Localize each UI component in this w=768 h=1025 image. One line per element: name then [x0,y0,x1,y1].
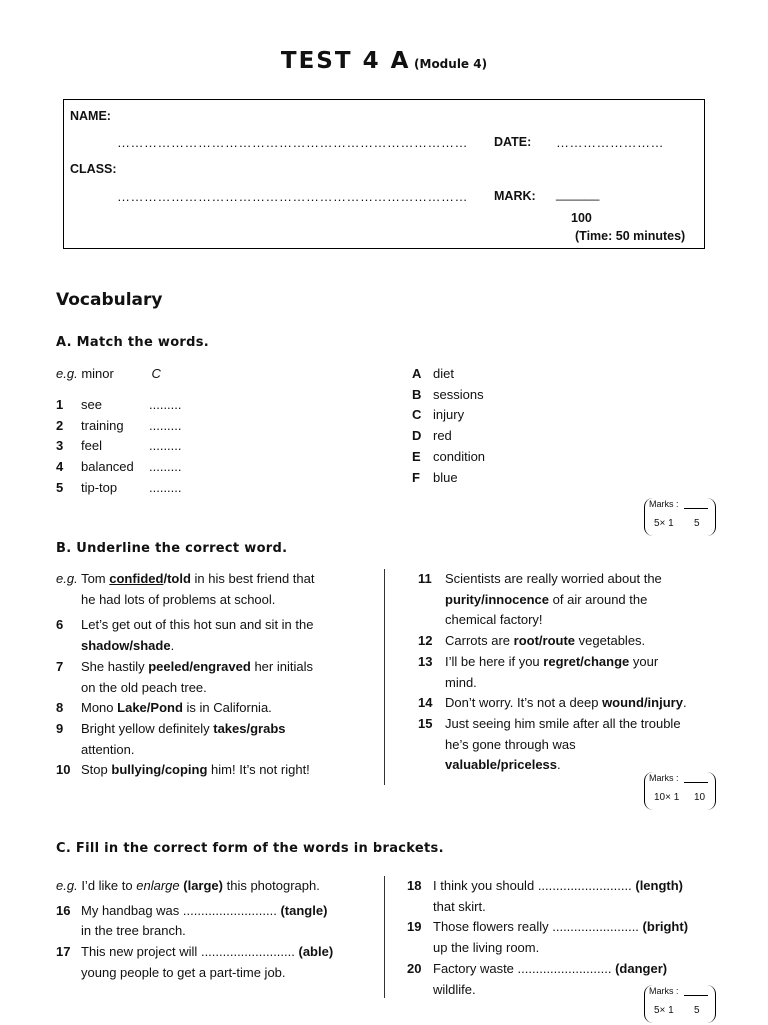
match-item [56,457,182,478]
vocabulary-heading: Vocabulary [56,290,163,310]
section-b-marks [644,772,716,812]
question-number: 9 [56,720,64,736]
section-b-title: B. Underline the correct word. [56,541,288,556]
option-text: condition [433,448,486,464]
answer-blank[interactable]: ......... [149,459,182,475]
question-text: Scientists are really worried about the [445,571,662,586]
question-text: My handbag was [81,902,180,918]
question-text: attention. [81,741,135,757]
question-text: up the living room. [433,940,540,956]
date-field[interactable]: …………………… [556,135,664,150]
base-word: (tangle) [280,902,328,918]
question-number: 17 [56,944,71,960]
question-text: in the tree branch. [81,923,186,939]
question-text: Bright yellow definitely [81,720,210,736]
section-b-left [56,569,376,781]
example-text: I’d like to [81,878,133,893]
question-text: chemical factory! [445,612,543,628]
option-letter: A [412,366,422,381]
question-number: 11 [418,571,432,586]
word-choice[interactable]: bullying/coping [111,762,208,778]
mark-field[interactable]: ______ [556,186,600,201]
option-letter: D [412,428,422,444]
question-number: 16 [56,902,71,918]
match-word: tip-top [81,479,118,495]
question-number: 4 [56,459,64,475]
question-text: him! It’s not right! [211,762,310,778]
word-choice[interactable]: peeled/engraved [148,658,251,674]
test-subtitle: (Module 4) [414,57,488,71]
section-a-options [412,364,485,488]
question-number: 15 [418,715,433,731]
word-choice[interactable]: root/route [513,633,576,649]
match-word: training [81,417,124,433]
page-title [0,48,768,74]
section-a-title: A. Match the words. [56,335,210,350]
section-c-title: C. Fill in the correct form of the words in brackets. [56,841,444,856]
question-text: This new project will [81,944,198,960]
question-text: Carrots are [445,633,511,649]
marks-mult: 5× 1 [654,1005,674,1016]
option-text: red [433,428,452,444]
answer-blank[interactable]: ......... [149,417,182,433]
answer-blank[interactable]: .......................... [537,878,632,893]
match-item [56,395,182,416]
marks-mult: 5× 1 [654,518,674,529]
option-letter: E [412,448,421,464]
question-number: 7 [56,658,64,674]
punctuation: . [682,695,687,711]
question-text: Those flowers really [433,919,549,935]
question-number: 8 [56,700,64,716]
option-letter: B [412,386,422,402]
answer-blank[interactable]: ......... [149,438,182,454]
base-word: (bright) [642,919,689,935]
example-text: in his best friend that [194,571,315,586]
question-number: 3 [56,438,64,454]
answer-blank[interactable]: ......... [149,479,182,495]
date-label: DATE: [494,135,532,149]
question-number: 6 [56,617,64,633]
question-number: 19 [407,919,422,935]
question-text: he’s gone through was [445,736,576,752]
name-field[interactable]: …………………………………………………………………… [117,135,468,150]
match-item [56,416,182,437]
example-underlined-option: confided [109,571,164,586]
example-answer: enlarge [136,878,180,893]
question-text: Factory waste [433,960,514,976]
column-divider [384,569,385,785]
marks-label: Marks : [649,986,679,996]
name-label: NAME: [70,109,111,123]
question-text: She hastily [81,658,145,674]
match-option [412,426,485,447]
match-option [412,468,485,489]
test-title: TEST 4 A [280,48,411,74]
answer-blank[interactable]: .......................... [200,944,295,960]
example-base-word: (large) [183,878,223,893]
option-text: sessions [433,386,484,402]
question-number: 13 [418,653,433,669]
question-number: 1 [56,397,64,412]
example-text: he had lots of problems at school. [81,591,276,607]
option-text: injury [433,407,465,423]
section-c-left [56,876,366,984]
match-word: balanced [81,459,134,475]
question-number: 20 [407,960,422,976]
question-text: her initials [254,658,313,674]
punctuation: . [170,638,175,654]
match-item [56,436,182,457]
question-text: mind. [445,674,477,690]
match-option [412,405,485,426]
answer-blank[interactable]: .......................... [517,960,612,976]
answer-blank[interactable]: ......... [149,397,182,412]
punctuation: . [557,757,561,773]
class-field[interactable]: …………………………………………………………………… [117,189,468,204]
option-text: diet [433,366,454,381]
question-number: 10 [56,762,71,778]
match-option [412,385,485,406]
option-letter: C [412,407,422,423]
word-choice[interactable]: Lake/Pond [117,700,183,716]
mark-total: 100 [571,211,592,225]
match-item [56,478,182,499]
match-option [412,364,485,385]
question-text: wildlife. [433,981,476,997]
slash: / [163,571,168,586]
question-text: vegetables. [578,633,646,649]
time-limit: (Time: 50 minutes) [575,229,686,243]
marks-total: 5 [694,1005,700,1016]
word-choice[interactable]: regret/change [543,653,630,669]
example-option: told [167,571,191,586]
word-choice[interactable]: takes/grabs [213,720,286,736]
marks-mult: 10× 1 [654,792,680,803]
section-c-marks [644,985,716,1025]
word-choice[interactable]: valuable/priceless [445,757,558,773]
question-text: Stop [81,762,108,778]
option-letter: F [412,469,420,485]
section-a-example [56,364,161,385]
question-text: young people to get a part-time job. [81,964,286,980]
marks-label: Marks : [649,773,679,783]
match-option [412,447,485,468]
student-info-box [63,99,705,249]
marks-total: 10 [694,792,706,803]
marks-total: 5 [694,518,700,529]
eg-label: e.g. [56,366,78,381]
question-text: Let’s get out of this hot sun and sit in the [81,617,314,633]
question-text: your [632,653,659,669]
answer-blank[interactable]: .......................... [182,902,277,918]
question-text: I’ll be here if you [445,653,540,669]
column-divider [384,876,385,998]
question-text: Don’t worry. It’s not a deep [445,695,599,711]
example-text: this photograph. [226,878,320,893]
option-text: blue [433,469,458,485]
section-a-items [56,395,182,499]
base-word: (length) [635,878,684,893]
question-text: I think you should [433,878,535,893]
base-word: (able) [298,944,334,960]
question-number: 14 [418,695,433,711]
question-text: that skirt. [433,898,486,914]
question-text: on the old peach tree. [81,679,207,695]
word-choice[interactable]: purity/innocence [445,591,550,607]
match-word: see [81,397,102,412]
section-a-marks [644,498,716,538]
example-answer: C [151,366,161,381]
question-number: 5 [56,479,64,495]
question-text: is in California. [186,700,272,716]
answer-blank[interactable]: ........................ [552,919,639,935]
match-word: feel [81,438,102,454]
class-label: CLASS: [70,162,117,176]
question-number: 12 [418,633,433,649]
base-word: (danger) [615,960,668,976]
section-c-right [407,876,717,1000]
example-text: Tom [81,571,106,586]
question-text: Mono [81,700,114,716]
mark-label: MARK: [494,189,536,203]
question-text: of air around the [552,591,648,607]
word-choice[interactable]: wound/injury [602,695,683,711]
question-text: Just seeing him smile after all the trouble [445,715,681,731]
word-choice[interactable]: shadow/shade [81,638,171,654]
question-number: 18 [407,878,422,893]
section-b-right [418,569,718,776]
eg-label: e.g. [56,878,78,893]
question-number: 2 [56,417,64,433]
example-word: minor [81,366,114,381]
eg-label: e.g. [56,571,78,586]
marks-label: Marks : [649,499,679,509]
